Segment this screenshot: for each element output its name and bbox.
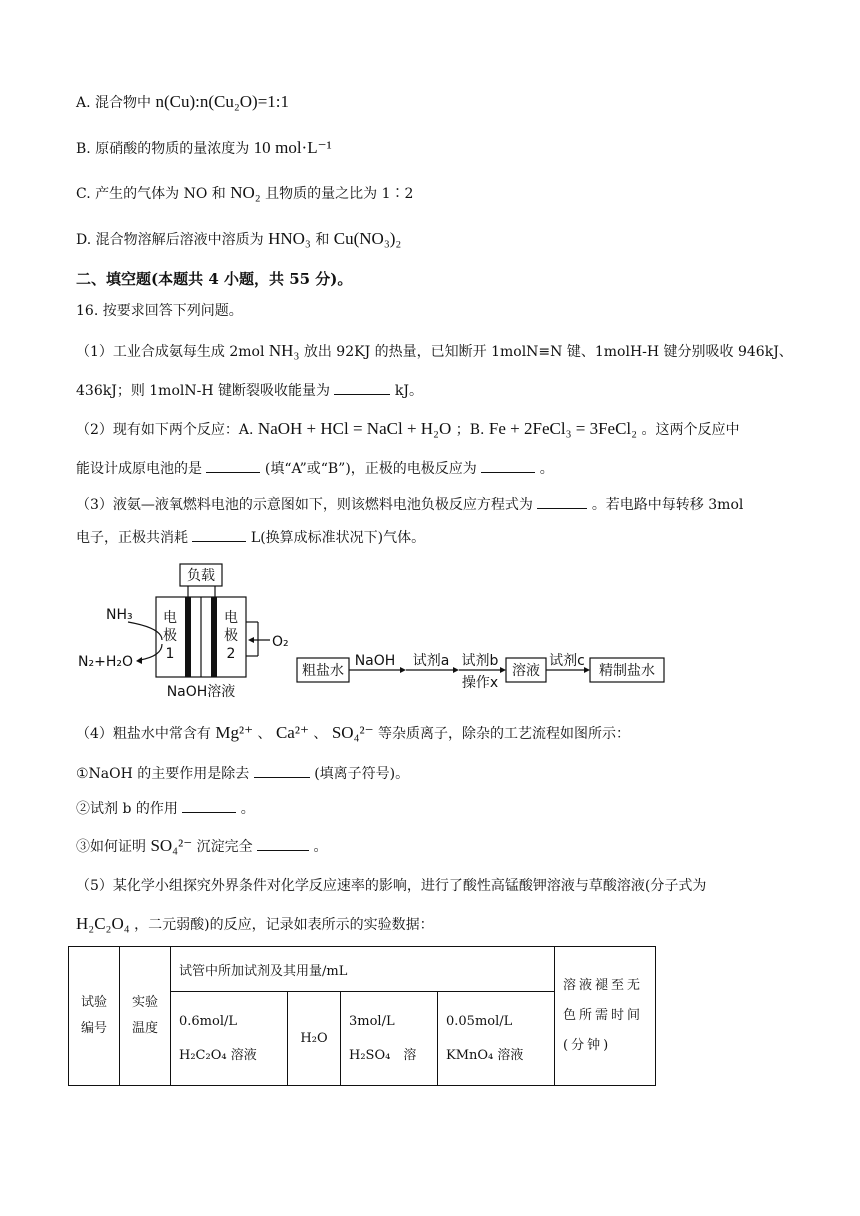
- electrode-2-char-1: 电: [224, 610, 238, 626]
- q16-p4-sep-2: 、: [313, 726, 328, 742]
- table-kmno4-conc: 0.05mol/L: [446, 1013, 513, 1029]
- q16-p2-equation-a: NaOH + HCl = NaCl + H₂O: [257, 419, 452, 438]
- q16-p4-q2-text-b: 。: [240, 801, 255, 817]
- q16-part5-line2: [76, 914, 434, 935]
- electrode-1-char-2: 极: [163, 628, 177, 644]
- option-a-formula: n(Cu):n(Cu₂O)=1:1: [155, 92, 290, 111]
- fuel-cell-diagram: [78, 564, 289, 700]
- q16-part4-line1: [76, 723, 630, 744]
- q16-p5-text-b: ，二元弱酸)的反应，记录如表所示的实验数据：: [134, 917, 434, 933]
- option-c: [76, 183, 413, 204]
- q16-p1-text-a: （1）工业合成氨每生成 2mol: [76, 344, 265, 360]
- flow-start: 粗盐水: [302, 663, 344, 679]
- answer-blank[interactable]: [182, 798, 236, 813]
- table-header-water: H₂O: [288, 992, 341, 1086]
- table-oxalic-conc: 0.6mol/L: [179, 1013, 237, 1029]
- option-d-formula-1: HNO₃: [268, 229, 311, 248]
- electrode-1-plate: [185, 597, 191, 677]
- n2-h2o-label: N₂+H₂O: [78, 654, 133, 670]
- flow-arrow-3-top: 试剂b: [461, 653, 499, 669]
- answer-blank[interactable]: [257, 836, 309, 851]
- table-sulfuric-name: H₂SO₄ 溶: [349, 1047, 417, 1063]
- option-c-text: C. 产生的气体为 NO 和: [76, 186, 226, 202]
- answer-blank[interactable]: [481, 458, 535, 473]
- q16-part5-line1: （5）某化学小组探究外界条件对化学反应速率的影响，进行了酸性高锰酸钾溶液与草酸溶液(分子式为: [76, 878, 707, 894]
- option-d-and: 和: [315, 232, 330, 248]
- q16-part4-q1: [76, 763, 409, 784]
- q16-part1-line1: [76, 341, 793, 362]
- option-b-unit: mol·L⁻¹: [275, 138, 332, 157]
- flow-arrow-1: NaOH: [354, 653, 396, 669]
- o2-label: O₂: [272, 634, 289, 650]
- experiment-table: [68, 946, 656, 1086]
- q16-part3-line2: [76, 527, 425, 548]
- q16-p3-text-d: L(换算成标准状况下)气体。: [250, 530, 426, 546]
- q16-p1-text-b: 放出 92KJ 的热量，已知断开 1molN≡N 键、1molH-H 键分别吸收 946kJ、: [303, 344, 793, 360]
- answer-blank[interactable]: [537, 494, 587, 509]
- q16-p4-text-b: 等杂质离子，除杂的工艺流程如图所示：: [378, 726, 631, 742]
- option-a-text: A. 混合物中: [76, 95, 152, 111]
- q16-p1-formula: NH₃: [268, 341, 300, 360]
- n2-arrow: [140, 644, 162, 660]
- option-c-formula: NO₂: [230, 183, 261, 202]
- q16-p4-q1-text-a: ①NaOH 的主要作用是除去: [76, 766, 250, 782]
- table-header-group: 试管中所加试剂及其用量/mL: [171, 947, 555, 992]
- q16-part2-line1: [76, 419, 740, 440]
- option-d-formula-2: Cu(NO₃)₂: [333, 229, 402, 248]
- q16-p4-q3-text-b: 沉淀完全: [196, 839, 253, 855]
- option-a: [76, 92, 289, 113]
- load-label: 负载: [187, 568, 215, 584]
- option-d: [76, 229, 401, 250]
- nh3-arrow: [128, 622, 162, 640]
- q16-p1-text-d: kJ。: [394, 383, 424, 399]
- q16-p5-formula: H₂C₂O₄: [76, 914, 130, 933]
- answer-blank[interactable]: [206, 458, 260, 473]
- diagrams-svg: [70, 560, 670, 702]
- q16-p4-ion-ca: Ca²⁺: [275, 723, 309, 742]
- q16-p2-text-a: （2）现有如下两个反应：A.: [76, 422, 254, 438]
- q16-p2-sep: ；B.: [455, 422, 485, 438]
- q16-p2-equation-b: Fe + 2FeCl₃ = 3FeCl₂: [488, 419, 638, 438]
- table-kmno4-name: KMnO₄ 溶液: [446, 1047, 524, 1063]
- electrode-2-char-3: 2: [226, 646, 236, 662]
- q16-p4-q3-text-a: ③如何证明: [76, 839, 146, 855]
- q16-part4-q2: [76, 798, 255, 819]
- q16-p4-ion-mg: Mg²⁺: [215, 723, 254, 742]
- answer-blank[interactable]: [254, 763, 310, 778]
- q16-p4-q3-ion: SO₄²⁻: [150, 836, 193, 855]
- option-b-text: B. 原硝酸的物质的量浓度为: [76, 141, 250, 157]
- table-header-oxalic: [171, 992, 288, 1086]
- flow-arrow-4: 试剂c: [549, 653, 585, 669]
- q16-p4-text-a: （4）粗盐水中常含有: [76, 726, 211, 742]
- table-oxalic-name: H₂C₂O₄ 溶液: [179, 1047, 257, 1063]
- q16-p4-sep-1: 、: [257, 726, 272, 742]
- q16-p4-q2-text-a: ②试剂 b 的作用: [76, 801, 178, 817]
- electrode-2-char-2: 极: [224, 628, 238, 644]
- q16-p3-text-b: 。若电路中每转移 3mol: [591, 497, 744, 513]
- flow-end: 精制盐水: [599, 663, 655, 679]
- q16-part4-q3: [76, 836, 328, 857]
- q16-p1-text-c: 436kJ；则 1molN-H 键断裂吸收能量为: [76, 383, 330, 399]
- purification-flow: [297, 653, 664, 691]
- table-header-kmno4: [438, 992, 555, 1086]
- q16-p2-text-e: 。: [539, 461, 554, 477]
- q16-p4-ion-so4: SO₄²⁻: [331, 723, 374, 742]
- q16-p2-text-c: 能设计成原电池的是: [76, 461, 202, 477]
- q16-p2-text-d: (填“A”或“B”)，正极的电极反应为: [264, 461, 477, 477]
- q16-part2-line2: [76, 458, 554, 479]
- option-b-value: 10: [253, 138, 271, 157]
- table-sulfuric-conc: 3mol/L: [349, 1013, 395, 1029]
- option-c-suffix: 且物质的量之比为 1∶2: [265, 186, 414, 202]
- table-header-time: 溶液褪至无色所需时间(分钟): [555, 947, 656, 1086]
- q16-p3-text-a: （3）液氨—液氧燃料电池的示意图如下，则该燃料电池负极反应方程式为: [76, 497, 533, 513]
- flow-arrow-3-bottom: 操作x: [461, 675, 499, 691]
- diagram-area: [70, 560, 670, 706]
- q16-p4-q1-text-b: (填离子符号)。: [314, 766, 410, 782]
- flow-arrow-2: 试剂a: [412, 653, 450, 669]
- electrode-2-plate: [211, 597, 217, 677]
- q16-p4-q3-text-c: 。: [313, 839, 328, 855]
- electrolyte-label: NaOH溶液: [166, 684, 236, 700]
- table-header-temp: 实验温度: [120, 947, 171, 1086]
- option-b: [76, 138, 332, 159]
- q16-part3-line1: [76, 494, 743, 515]
- q16-stem: 16. 按要求回答下列问题。: [76, 303, 243, 319]
- electrode-1-char-3: 1: [165, 646, 175, 662]
- table-header-id: 试验编号: [69, 947, 120, 1086]
- flow-mid: 溶液: [512, 663, 540, 679]
- option-d-text: D. 混合物溶解后溶液中溶质为: [76, 232, 264, 248]
- q16-part1-line2: [76, 380, 423, 401]
- q16-p2-text-b: 。这两个反应中: [641, 422, 740, 438]
- q16-p3-text-c: 电子，正极共消耗: [76, 530, 188, 546]
- nh3-label: NH₃: [106, 607, 133, 623]
- answer-blank[interactable]: [192, 527, 246, 542]
- answer-blank[interactable]: [334, 380, 390, 395]
- electrode-1-char-1: 电: [163, 610, 177, 626]
- section-title: 二、填空题(本题共 4 小题，共 55 分)。: [76, 270, 353, 288]
- table-header-sulfuric: [341, 992, 438, 1086]
